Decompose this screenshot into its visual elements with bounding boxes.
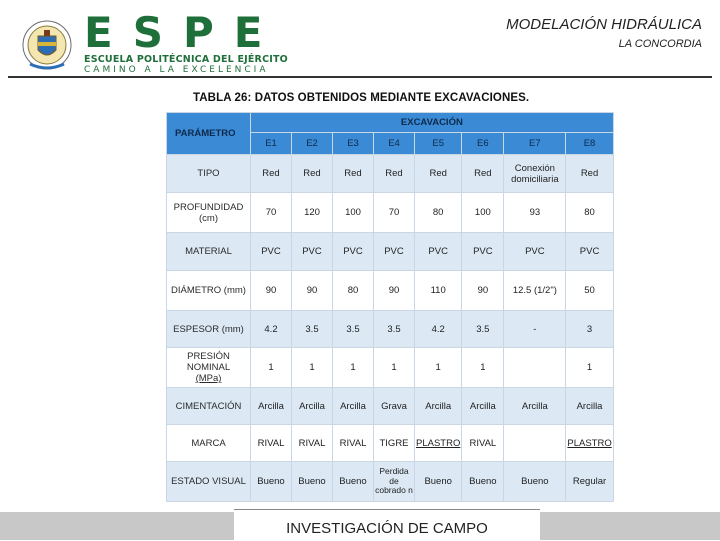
table-cell: TIGRE — [374, 425, 415, 462]
table-cell: Red — [415, 155, 462, 193]
table-cell: RIVAL — [333, 425, 374, 462]
table-cell: PVC — [333, 233, 374, 271]
table-cell: Arcilla — [415, 388, 462, 425]
table-cell: Bueno — [504, 462, 566, 502]
table-cell: Red — [374, 155, 415, 193]
row-label: CIMENTACIÓN — [167, 388, 251, 425]
param-header: PARÁMETRO — [167, 113, 251, 155]
column-header: E1 — [251, 133, 292, 155]
table-cell: 3.5 — [292, 311, 333, 348]
table-cell: 90 — [462, 271, 504, 311]
footer-caption: INVESTIGACIÓN DE CAMPO — [286, 520, 488, 537]
table-row — [167, 425, 614, 462]
column-header: E3 — [333, 133, 374, 155]
table-cell: 80 — [415, 193, 462, 233]
row-label: MATERIAL — [167, 233, 251, 271]
slide-subtitle: LA CONCORDIA — [618, 38, 702, 50]
excavacion-header: EXCAVACIÓN — [251, 113, 614, 133]
table-cell: 3.5 — [333, 311, 374, 348]
table-cell: PVC — [374, 233, 415, 271]
table-cell: 80 — [566, 193, 613, 233]
column-header: E7 — [504, 133, 566, 155]
column-header: E4 — [374, 133, 415, 155]
espe-logo-word: ESPE — [84, 8, 283, 57]
row-label: PROFUNDIDAD (cm) — [167, 193, 251, 233]
table-cell: Arcilla — [251, 388, 292, 425]
table-cell: 3 — [566, 311, 613, 348]
table-row — [167, 462, 614, 502]
table-cell: 1 — [333, 348, 374, 388]
table-row — [167, 348, 614, 388]
table-cell: PLASTRO — [566, 425, 613, 462]
table-cell: 3.5 — [462, 311, 504, 348]
table-cell: Red — [292, 155, 333, 193]
table-cell: PVC — [504, 233, 566, 271]
table-cell: Arcilla — [292, 388, 333, 425]
table-cell: Arcilla — [333, 388, 374, 425]
table-cell: Bueno — [415, 462, 462, 502]
slide-header — [0, 0, 720, 80]
espe-logo-line2: CAMINO A LA EXCELENCIA — [84, 65, 269, 75]
row-label-line: (MPa) — [195, 373, 222, 384]
table-cell: 120 — [292, 193, 333, 233]
table-cell: RIVAL — [292, 425, 333, 462]
table-cell: 70 — [251, 193, 292, 233]
row-label: MARCA — [167, 425, 251, 462]
table-cell: 50 — [566, 271, 613, 311]
table-cell: PVC — [462, 233, 504, 271]
table-row — [167, 271, 614, 311]
column-header: E6 — [462, 133, 504, 155]
table-cell: 90 — [292, 271, 333, 311]
table-cell: 90 — [374, 271, 415, 311]
table-cell: Red — [462, 155, 504, 193]
table-cell: 1 — [566, 348, 613, 388]
table-cell: 3.5 — [374, 311, 415, 348]
table-row — [167, 155, 614, 193]
row-label: ESTADO VISUAL — [167, 462, 251, 502]
table-cell: Red — [251, 155, 292, 193]
table-cell: 4.2 — [251, 311, 292, 348]
row-label-line: PRESIÓN — [187, 351, 230, 362]
table-cell: PLASTRO — [415, 425, 462, 462]
espe-logo-line1: ESCUELA POLITÉCNICA DEL EJÉRCITO — [84, 54, 288, 65]
table-cell: 93 — [504, 193, 566, 233]
table-cell: 12.5 (1/2") — [504, 271, 566, 311]
table-cell: RIVAL — [462, 425, 504, 462]
table-cell: Bueno — [251, 462, 292, 502]
table-cell: Bueno — [292, 462, 333, 502]
row-label: DIÁMETRO (mm) — [167, 271, 251, 311]
table-row — [167, 233, 614, 271]
table-cell: 100 — [333, 193, 374, 233]
footer-caption-box — [234, 509, 540, 541]
table-cell: Bueno — [333, 462, 374, 502]
table-row — [167, 388, 614, 425]
table-cell: 70 — [374, 193, 415, 233]
row-label: ESPESOR (mm) — [167, 311, 251, 348]
table-cell: Bueno — [462, 462, 504, 502]
table-cell: 1 — [374, 348, 415, 388]
table-cell: Red — [566, 155, 613, 193]
table-cell: 1 — [462, 348, 504, 388]
table-cell: Arcilla — [462, 388, 504, 425]
table-cell: 1 — [251, 348, 292, 388]
excavation-table — [166, 112, 614, 502]
table-row — [167, 193, 614, 233]
table-cell: Arcilla — [504, 388, 566, 425]
table-cell: PVC — [415, 233, 462, 271]
table-cell: 1 — [415, 348, 462, 388]
table-cell: Red — [333, 155, 374, 193]
table-cell — [504, 425, 566, 462]
column-header: E2 — [292, 133, 333, 155]
table-cell: 110 — [415, 271, 462, 311]
table-header-row — [167, 113, 614, 133]
table-cell: Conexión domiciliaria — [504, 155, 566, 193]
slide-title: MODELACIÓN HIDRÁULICA — [506, 16, 702, 33]
table-cell: 4.2 — [415, 311, 462, 348]
row-label — [167, 348, 251, 388]
table-cell: - — [504, 311, 566, 348]
table-cell: Perdida de cobrado n — [374, 462, 415, 502]
header-divider — [8, 76, 712, 78]
row-label: TIPO — [167, 155, 251, 193]
table-cell: PVC — [566, 233, 613, 271]
table-cell: 100 — [462, 193, 504, 233]
table-cell: PVC — [251, 233, 292, 271]
row-label-line: NOMINAL — [186, 362, 231, 373]
espe-seal-icon — [22, 18, 72, 72]
table-cell: 1 — [292, 348, 333, 388]
column-header: E5 — [415, 133, 462, 155]
table-cell: Grava — [374, 388, 415, 425]
table-cell: 90 — [251, 271, 292, 311]
table-cell: Regular — [566, 462, 613, 502]
table-caption: TABLA 26: DATOS OBTENIDOS MEDIANTE EXCAVACIONES. — [193, 92, 530, 104]
table-cell: RIVAL — [251, 425, 292, 462]
column-header: E8 — [566, 133, 613, 155]
table-cell: 80 — [333, 271, 374, 311]
table-cell: PVC — [292, 233, 333, 271]
table-cell — [504, 348, 566, 388]
table-cell: Arcilla — [566, 388, 613, 425]
table-row — [167, 311, 614, 348]
